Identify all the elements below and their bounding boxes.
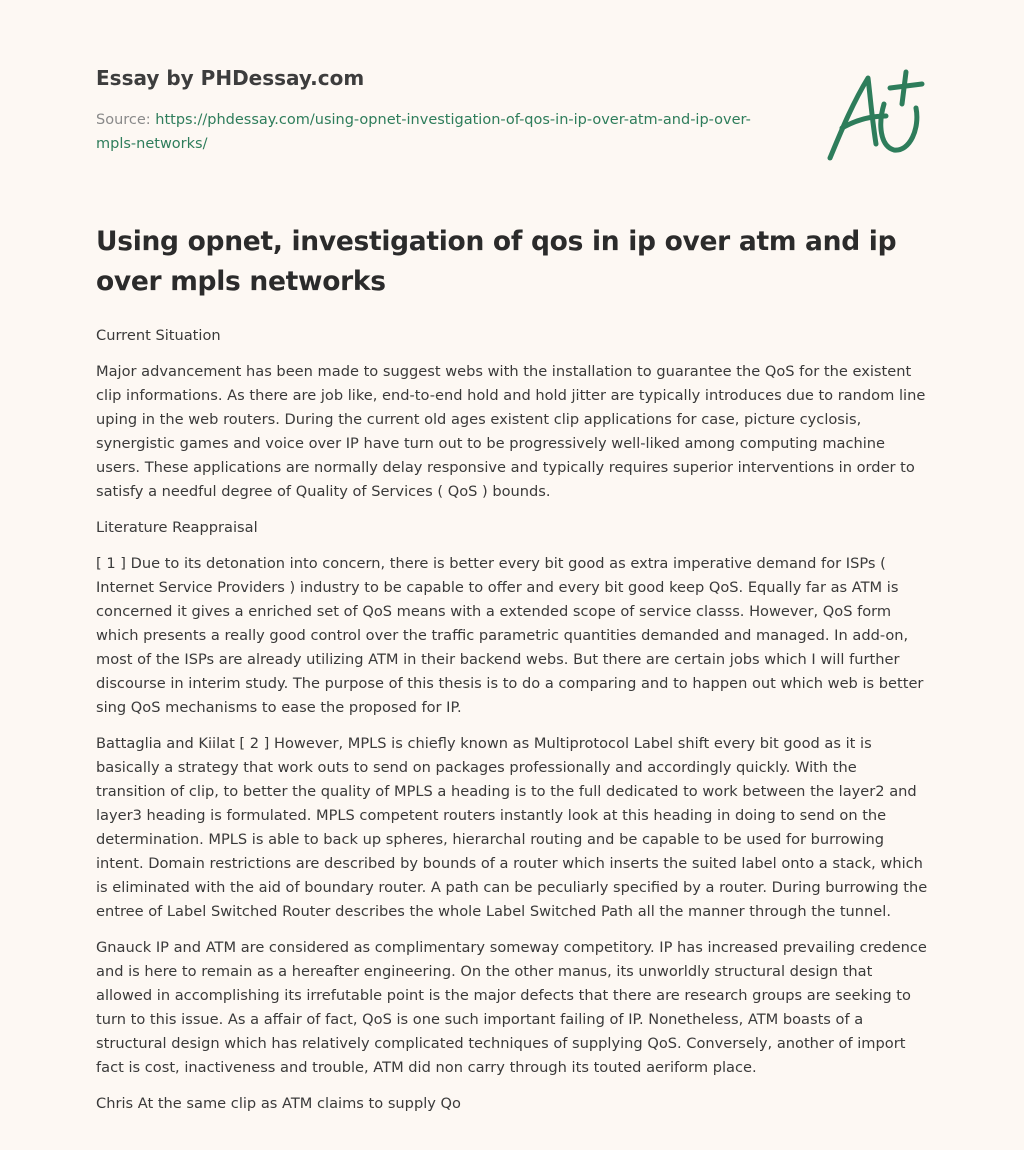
article-body [96,324,930,1128]
paragraph-literature-2: Battaglia and Kiilat [ 2 ] However, MPLS is chiefly known as Multiprotocol Label shift every bit good as it is basically a strategy that work outs to send on packages professionally and accordingly quickly. With the transition of clip, to better the quality of MPLS a heading is to the full dedicated to work between the layer2 and layer3 heading is formulated. MPLS competent routers instantly look at this heading in doing to send on the determination. MPLS is able to back up spheres, hierarchal routing and be capable to be used for burrowing intent. Domain restrictions are described by bounds of a router which inserts the suited label onto a stack, which is eliminated with the aid of boundary router. A path can be peculiarly specified by a router. During burrowing the entree of Label Switched Router describes the whole Label Switched Path all the manner through the tunnel. [96,735,928,920]
paragraph-literature-1: [ 1 ] Due to its detonation into concern, there is better every bit good as extra imperative demand for ISPs ( Internet Service Providers ) industry to be capable to offer and every bit good keep QoS. Equally far as ATM is concerned it gives a enriched set of QoS means with a extended scope of service classs. However, QoS form which presents a really good control over the traffic parametric quantities demanded and managed. In add-on, most of the ISPs are already utilizing ATM in their backend webs. But there are certain jobs which I will further discourse in interim study. The purpose of this thesis is to do a comparing and to happen out which web is better sing QoS mechanisms to ease the proposed for IP. [96,555,924,716]
section-heading-literature: Literature Reappraisal [96,519,258,536]
article-title: Using opnet, investigation of qos in ip over atm and ip over mpls networks [96,226,897,297]
source-link[interactable]: https://phdessay.com/using-opnet-investigation-of-qos-in-ip-over-atm-and-ip-over-mpls-networks/ [96,112,751,152]
paragraph-literature-3: Gnauck IP and ATM are considered as complimentary someway competitory. IP has increased prevailing credence and is here to remain as a hereafter engineering. On the other manus, its unworldly structural design that allowed in accomplishing its irrefutable point is the major defects that there are research groups are seeking to turn to this issue. As a affair of fact, QoS is one such important failing of IP. Nonetheless, ATM boasts of a structural design which has relatively complicated techniques of supplying QoS. Conversely, another of import fact is cost, inactiveness and trouble, ATM did non carry through its touted aeriform place. [96,939,927,1076]
page-header [96,62,776,156]
brand-title: Essay by PHDessay.com [96,66,365,90]
section-heading-current-situation: Current Situation [96,327,221,344]
paragraph-truncated: Chris At the same clip as ATM claims to supply Qo [96,1095,461,1112]
source-label: Source: [96,112,151,128]
a-plus-logo-icon [818,64,930,168]
paragraph-current-situation: Major advancement has been made to suggest webs with the installation to guarantee the QoS for the existent clip informations. As there are job like, end-to-end hold and hold jitter are typically introduces due to random line uping in the web routers. During the current old ages existent clip applications for case, picture cyclosis, synergistic games and voice over IP have turn out to be progressively well-liked among computing machine users. These applications are normally delay responsive and typically requires superior interventions in order to satisfy a needful degree of Quality of Services ( QoS ) bounds. [96,363,926,500]
source-line [96,108,776,156]
